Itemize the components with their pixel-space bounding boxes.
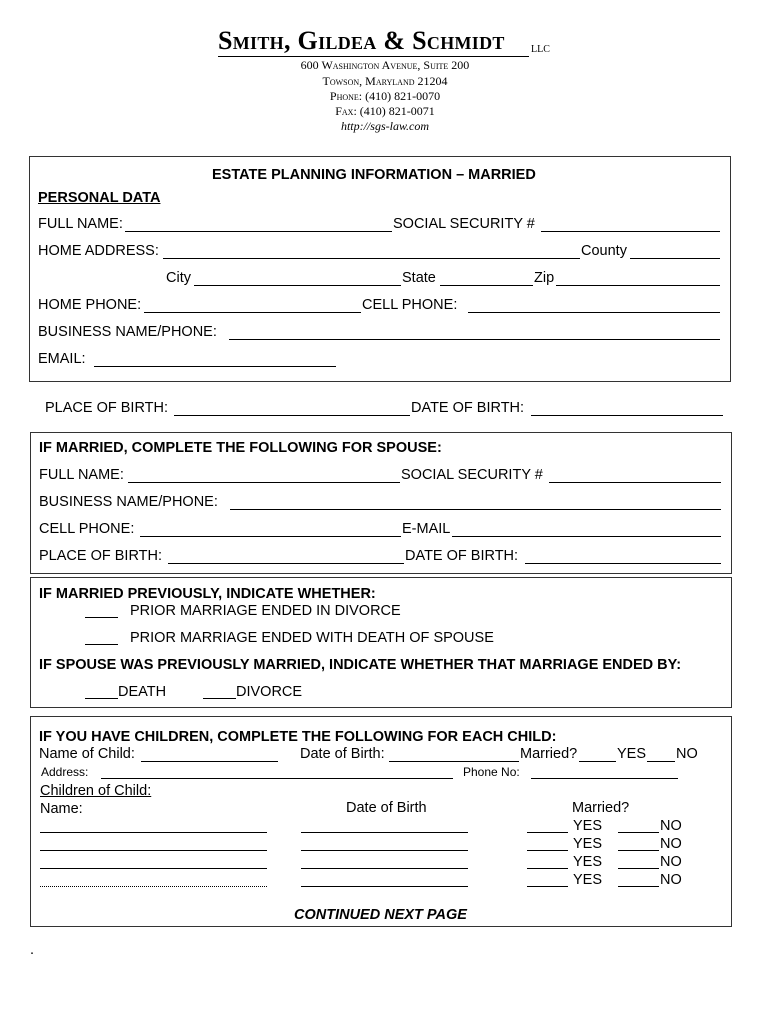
cell-phone-label: CELL PHONE:	[362, 297, 458, 313]
city-field[interactable]	[194, 285, 401, 286]
spouse-heading: IF MARRIED, COMPLETE THE FOLLOWING FOR SPOUSE:	[39, 440, 442, 456]
grandchild-no-field[interactable]	[618, 886, 659, 887]
grandchild-dob-column: Date of Birth	[346, 800, 427, 816]
grandchild-married-column: Married?	[572, 800, 630, 816]
city-label: City	[166, 270, 191, 286]
home-address-label: HOME ADDRESS:	[38, 243, 159, 259]
spouse-place-of-birth-label: PLACE OF BIRTH:	[39, 548, 163, 564]
child-no-label: NO	[676, 746, 698, 762]
spouse-divorce-check-field[interactable]	[203, 698, 236, 699]
child-yes-label: YES	[617, 746, 647, 762]
email-label: EMAIL:	[38, 351, 86, 367]
county-label: County	[581, 243, 627, 259]
firm-name: Smith, Gildea & Schmidt	[218, 26, 505, 55]
grandchild-yes-field[interactable]	[527, 886, 568, 887]
grandchild-yes-label: YES	[573, 836, 603, 852]
grandchild-yes-label: YES	[573, 854, 603, 870]
ssn-label: SOCIAL SECURITY #	[393, 216, 535, 232]
ssn-field[interactable]	[541, 231, 720, 232]
spouse-full-name-label: FULL NAME:	[39, 467, 124, 483]
divorce-label: PRIOR MARRIAGE ENDED IN DIVORCE	[130, 603, 401, 619]
firm-website[interactable]: http://sgs-law.com	[340, 119, 430, 133]
business-field[interactable]	[229, 339, 720, 340]
home-phone-label: HOME PHONE:	[38, 297, 142, 313]
email-field[interactable]	[94, 366, 336, 367]
home-address-field[interactable]	[163, 258, 580, 259]
letterhead-rule	[218, 56, 529, 57]
children-heading: IF YOU HAVE CHILDREN, COMPLETE THE FOLLOWING FOR EACH CHILD:	[39, 729, 557, 745]
previous-marriage-heading: IF MARRIED PREVIOUSLY, INDICATE WHETHER:	[39, 586, 376, 602]
death-spouse-check-field[interactable]	[85, 644, 118, 645]
child-address-label: Address:	[41, 765, 89, 779]
county-field[interactable]	[630, 258, 720, 259]
spouse-death-label: DEATH	[118, 684, 167, 700]
grandchild-dob-field[interactable]	[301, 832, 468, 833]
form-title: ESTATE PLANNING INFORMATION – MARRIED	[212, 167, 536, 183]
child-married-label: Married?	[520, 746, 578, 762]
spouse-business-label: BUSINESS NAME/PHONE:	[39, 494, 218, 510]
firm-address-line1: 600 Washington Avenue, Suite 200	[300, 58, 470, 72]
grandchild-yes-field[interactable]	[527, 832, 568, 833]
child-phone-label: Phone No:	[463, 765, 520, 779]
cell-phone-field[interactable]	[468, 312, 720, 313]
grandchild-dob-field[interactable]	[301, 850, 468, 851]
grandchild-yes-field[interactable]	[527, 868, 568, 869]
grandchild-yes-field[interactable]	[527, 850, 568, 851]
state-field[interactable]	[440, 285, 533, 286]
grandchild-no-label: NO	[660, 818, 682, 834]
firm-address-line2: Towson, Maryland 21204	[322, 74, 448, 88]
grandchild-no-field[interactable]	[618, 832, 659, 833]
spouse-date-of-birth-label: DATE OF BIRTH:	[405, 548, 519, 564]
spouse-full-name-field[interactable]	[128, 482, 400, 483]
home-phone-field[interactable]	[144, 312, 361, 313]
spouse-ssn-label: SOCIAL SECURITY #	[401, 467, 543, 483]
grandchild-no-label: NO	[660, 836, 682, 852]
spouse-cell-phone-label: CELL PHONE:	[39, 521, 135, 537]
personal-data-heading: PERSONAL DATA	[38, 190, 161, 206]
grandchild-no-label: NO	[660, 872, 682, 888]
child-married-no-field[interactable]	[647, 761, 675, 762]
death-spouse-label: PRIOR MARRIAGE ENDED WITH DEATH OF SPOUSE	[130, 630, 494, 646]
zip-label: Zip	[534, 270, 555, 286]
grandchild-yes-label: YES	[573, 818, 603, 834]
firm-fax: Fax: (410) 821-0071	[335, 104, 435, 118]
grandchild-dob-field[interactable]	[301, 868, 468, 869]
date-of-birth-field[interactable]	[531, 415, 723, 416]
grandchild-no-field[interactable]	[618, 850, 659, 851]
full-name-label: FULL NAME:	[38, 216, 123, 232]
footer-mark: .	[30, 942, 35, 958]
zip-field[interactable]	[556, 285, 720, 286]
grandchild-name-field[interactable]	[40, 886, 267, 887]
spouse-date-of-birth-field[interactable]	[525, 563, 721, 564]
spouse-ssn-field[interactable]	[549, 482, 721, 483]
spouse-business-field[interactable]	[230, 509, 721, 510]
grandchild-dob-field[interactable]	[301, 886, 468, 887]
child-dob-field[interactable]	[389, 761, 519, 762]
firm-suffix: LLC	[531, 44, 550, 55]
continued-next-page: CONTINUED NEXT PAGE	[294, 907, 467, 923]
grandchildren-heading: Children of Child:	[40, 783, 152, 799]
spouse-previous-heading: IF SPOUSE WAS PREVIOUSLY MARRIED, INDICATE WHETHER THAT MARRIAGE ENDED BY:	[39, 657, 682, 673]
place-of-birth-field[interactable]	[174, 415, 410, 416]
full-name-field[interactable]	[125, 231, 392, 232]
grandchild-no-field[interactable]	[618, 868, 659, 869]
place-of-birth-label: PLACE OF BIRTH:	[45, 400, 169, 416]
child-phone-field[interactable]	[531, 778, 678, 779]
grandchild-name-field[interactable]	[40, 850, 267, 851]
child-name-field[interactable]	[141, 761, 278, 762]
grandchild-name-field[interactable]	[40, 832, 267, 833]
spouse-email-label: E-MAIL	[402, 521, 451, 537]
grandchild-no-label: NO	[660, 854, 682, 870]
date-of-birth-label: DATE OF BIRTH:	[411, 400, 525, 416]
state-label: State	[402, 270, 436, 286]
spouse-place-of-birth-field[interactable]	[168, 563, 404, 564]
grandchild-name-field[interactable]	[40, 868, 267, 869]
spouse-death-check-field[interactable]	[85, 698, 118, 699]
child-married-yes-field[interactable]	[579, 761, 616, 762]
grandchild-name-column: Name:	[40, 801, 83, 817]
child-name-label: Name of Child:	[39, 746, 135, 762]
spouse-divorce-label: DIVORCE	[236, 684, 303, 700]
divorce-check-field[interactable]	[85, 617, 118, 618]
spouse-cell-phone-field[interactable]	[140, 536, 401, 537]
business-label: BUSINESS NAME/PHONE:	[38, 324, 217, 340]
child-dob-label: Date of Birth:	[300, 746, 385, 762]
spouse-email-field[interactable]	[452, 536, 721, 537]
grandchild-yes-label: YES	[573, 872, 603, 888]
firm-phone: Phone: (410) 821-0070	[329, 89, 441, 103]
child-address-field[interactable]	[101, 778, 453, 779]
